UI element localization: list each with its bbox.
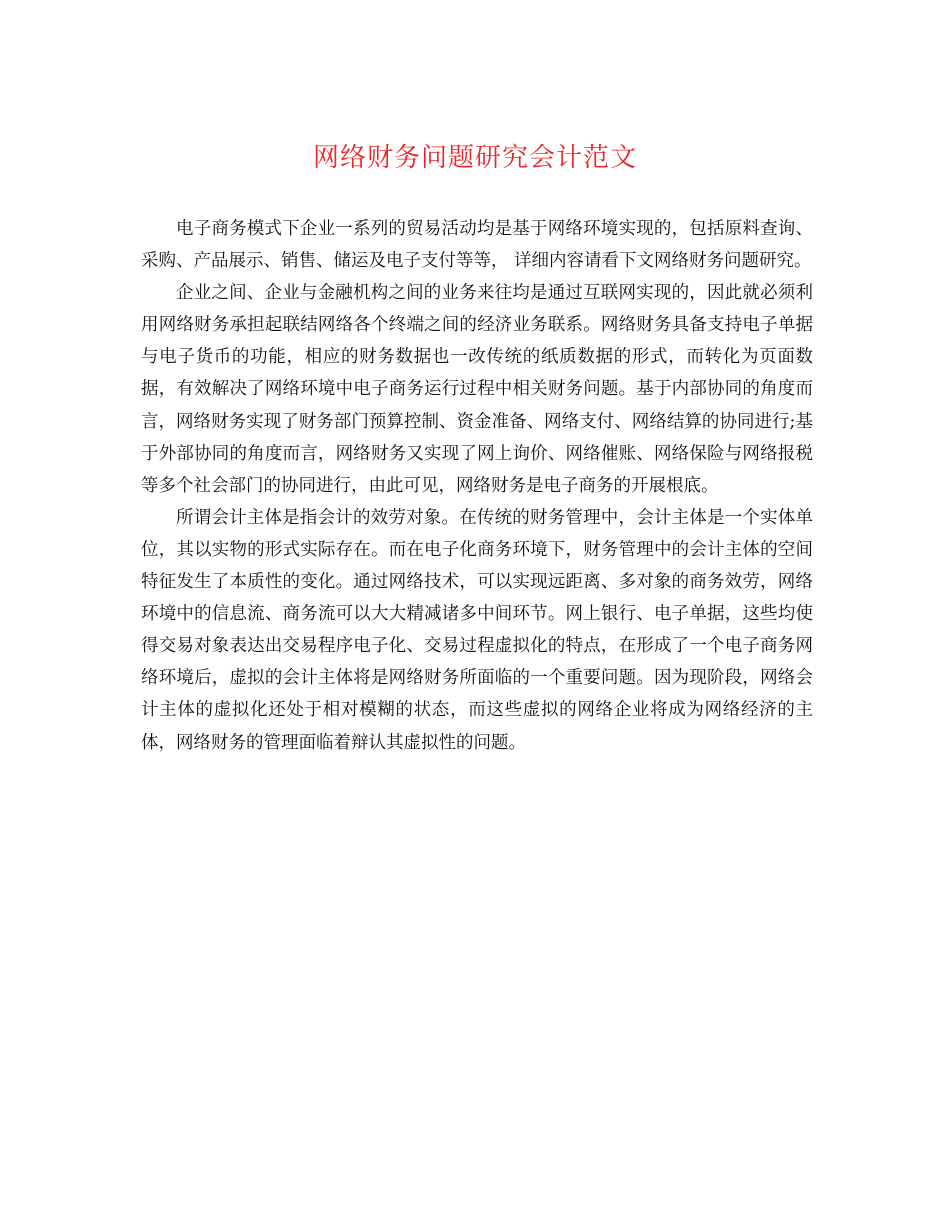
document-title: 网络财务问题研究会计范文	[312, 143, 637, 173]
paragraph-2: 企业之间、企业与金融机构之间的业务来往均是通过互联网实现的，因此就必须利用网络财务承担起联结网络各个终端之间的经济业务联系。网络财务具备支持电子单据与电子货币的功能，相应的财务数据也一改传统的纸质数据的形式，而转化为页面数据，有效解决了网络环境中电子商务运行过程中相关财务问题。基于内部协同的角度而言，网络财务实现了财务部门预算控制、资金准备、网络支付、网络结算的协同进行;基于外部协同的角度而言，网络财务又实现了网上询价、网络催账、网络保险与网络报税等多个社会部门的协同进行，由此可见，网络财务是电子商务的开展根底。	[141, 283, 813, 496]
paragraph-1: 电子商务模式下企业一系列的贸易活动均是基于网络环境实现的，包括原料查询、采购、产品展示、销售、储运及电子支付等等， 详细内容请看下文网络财务问题研究。	[141, 219, 813, 272]
paragraph-3: 所谓会计主体是指会计的效劳对象。在传统的财务管理中，会计主体是一个实体单位，其以实物的形式实际存在。而在电子化商务环境下，财务管理中的会计主体的空间特征发生了本质性的变化。通过网络技术，可以实现远距离、多对象的商务效劳，网络环境中的信息流、商务流可以大大精减诸多中间环节。网上银行、电子单据，这些均使得交易对象表达出交易程序电子化、交易过程虚拟化的特点，在形成了一个电子商务网络环境后，虚拟的会计主体将是网络财务所面临的一个重要问题。因为现阶段，网络会计主体的虚拟化还处于相对模糊的状态，而这些虚拟的网络企业将成为网络经济的主体，网络财务的管理面临着辩认其虚拟性的问题。	[141, 507, 813, 753]
document-body	[141, 213, 813, 759]
